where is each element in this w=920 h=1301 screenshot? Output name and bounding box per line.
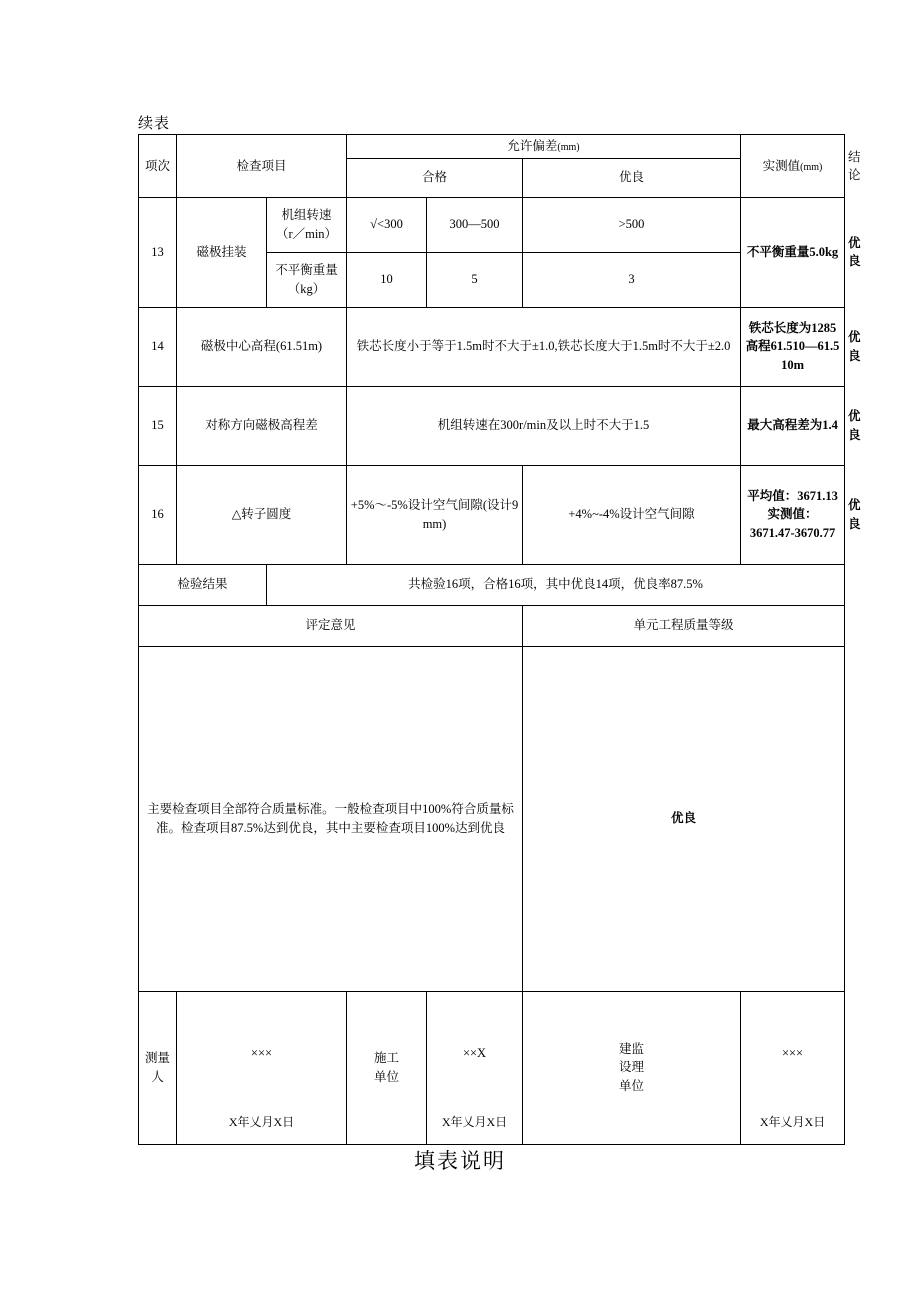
row-16-measured <box>741 465 845 564</box>
row-13-sub-1-name-line1: 机组转速 <box>281 208 332 223</box>
measurer-name: ××× <box>250 1045 273 1060</box>
supervision-unit-label-line2: 设理 <box>619 1060 645 1075</box>
evaluation-header-row <box>139 605 845 646</box>
construction-name: ××X <box>462 1045 487 1060</box>
header-measured-value <box>741 135 845 198</box>
footer-title: 填表说明 <box>414 1149 506 1173</box>
header-allowable-deviation-text: 允许偏差 <box>507 139 558 153</box>
row-14-measured-line2: 高程61.510—61.510m <box>745 339 840 372</box>
inspection-table <box>138 134 861 1145</box>
row-16-measured-line2: 3671.47-3670.77 <box>749 525 836 540</box>
inspection-result-label: 检验结果 <box>139 564 267 605</box>
evaluation-opinion-text: 主要检查项目全部符合质量标准。一般检查项目中100%符合质量标准。检查项目87.5%达到优良，其中主要检查项目100%达到优良 <box>139 646 523 991</box>
supervision-unit-label <box>523 991 741 1144</box>
construction-unit-label-line2: 单位 <box>374 1069 400 1084</box>
supervision-date: X年乂月X日 <box>759 1115 826 1130</box>
row-14-measured <box>741 307 845 386</box>
measurer-label <box>139 991 177 1144</box>
table-row: 16 △转子圆度 +5%～-5%设计空气间隙(设计9mm) +4%~-4%设计空气间隙 平均值：3671.13实测值： 3671.47-3670.77 优良 <box>139 465 845 564</box>
row-13-sub-1-mid: 300—500 <box>427 197 523 252</box>
header-measured-value-unit: (mm) <box>800 161 823 173</box>
row-13-measured <box>741 197 845 307</box>
evaluation-grade-header: 单元工程质量等级 <box>523 605 845 646</box>
measurer-label-text: 测量人 <box>144 1051 170 1084</box>
supervision-name: ××× <box>781 1045 804 1060</box>
row-16-measured-line1: 平均值：3671.13实测值： <box>747 489 838 522</box>
continued-table-label: 续表 <box>138 116 171 132</box>
header-excellent: 优良 <box>523 158 741 197</box>
supervision-unit-label-line3: 单位 <box>619 1078 645 1093</box>
row-13-sub-2-excellent: 3 <box>523 252 741 307</box>
row-15-deviation: 机组转速在300r/min及以上时不大于1.5 <box>347 386 741 465</box>
row-13-no: 13 <box>139 197 177 307</box>
header-inspect-item: 检查项目 <box>177 135 347 198</box>
table-row: 14 磁极中心高程(61.51m) 铁芯长度小于等于1.5m时不大于±1.0,铁芯长度大于1.5m时不大于±2.0 铁芯长度为1285 高程61.510—61.510m 优良 <box>139 307 845 386</box>
supervision-unit-label-line1: 建监 <box>619 1042 645 1057</box>
measurer-date: X年乂月X日 <box>228 1115 295 1130</box>
row-16-excellent: +4%~-4%设计空气间隙 <box>523 465 741 564</box>
row-13-sub-1-excellent: >500 <box>523 197 741 252</box>
inspection-result-text: 共检验16项，合格16项，其中优良14项，优良率87.5% <box>267 564 845 605</box>
construction-unit-label <box>347 991 427 1144</box>
row-15-item: 对称方向磁极高程差 <box>177 386 347 465</box>
row-14-no: 14 <box>139 307 177 386</box>
row-15-measured: 最大高程差为1.4 <box>741 386 845 465</box>
construction-signature-cell <box>427 991 523 1144</box>
header-allowable-deviation <box>347 135 741 159</box>
signature-row <box>139 991 845 1144</box>
row-13-sub-2-qualified: 10 <box>347 252 427 307</box>
row-16-item: △转子圆度 <box>177 465 347 564</box>
row-13-sub-1-qualified: √<300 <box>347 197 427 252</box>
row-16-no: 16 <box>139 465 177 564</box>
row-14-measured-line1: 铁芯长度为1285 <box>748 321 837 336</box>
table-row: 15 对称方向磁极高程差 机组转速在300r/min及以上时不大于1.5 最大高程差为1.4 优良 <box>139 386 845 465</box>
measurer-signature-cell <box>177 991 347 1144</box>
row-14-item: 磁极中心高程(61.51m) <box>177 307 347 386</box>
row-15-no: 15 <box>139 386 177 465</box>
supervision-signature-cell <box>741 991 845 1144</box>
row-16-qualified: +5%～-5%设计空气间隙(设计9mm) <box>347 465 523 564</box>
inspection-result-row <box>139 564 845 605</box>
row-14-deviation: 铁芯长度小于等于1.5m时不大于±1.0,铁芯长度大于1.5m时不大于±2.0 <box>347 307 741 386</box>
row-13-sub-2-name-line2: （kg） <box>287 281 326 296</box>
header-allowable-deviation-unit: (mm) <box>557 142 580 153</box>
evaluation-opinion-header: 评定意见 <box>139 605 523 646</box>
header-measured-value-text: 实测值 <box>762 158 801 173</box>
row-13-item: 磁极挂装 <box>177 197 267 307</box>
table-row: 13 磁极挂装 机组转速 （r／min） √<300 300—500 >500 不平衡重量5.0kg 优良 <box>139 197 845 252</box>
row-13-sub-2-name-line1: 不平衡重量 <box>275 263 338 278</box>
header-item-no: 项次 <box>139 135 177 198</box>
construction-unit-label-line1: 施工 <box>374 1051 400 1066</box>
row-13-sub-1-name-line2: （r／min） <box>275 226 338 241</box>
row-13-measured-text: 不平衡重量5.0kg <box>746 244 839 259</box>
row-13-sub-2-mid: 5 <box>427 252 523 307</box>
row-13-sub-1-name <box>267 197 347 252</box>
table-header-row-1: 项次 检查项目 允许偏差(mm) 实测值(mm) 结论 <box>139 135 845 159</box>
construction-date: X年乂月X日 <box>441 1115 508 1130</box>
row-13-sub-2-name <box>267 252 347 307</box>
evaluation-body-row <box>139 646 845 991</box>
evaluation-grade-value: 优良 <box>523 646 845 991</box>
header-qualified: 合格 <box>347 158 523 197</box>
